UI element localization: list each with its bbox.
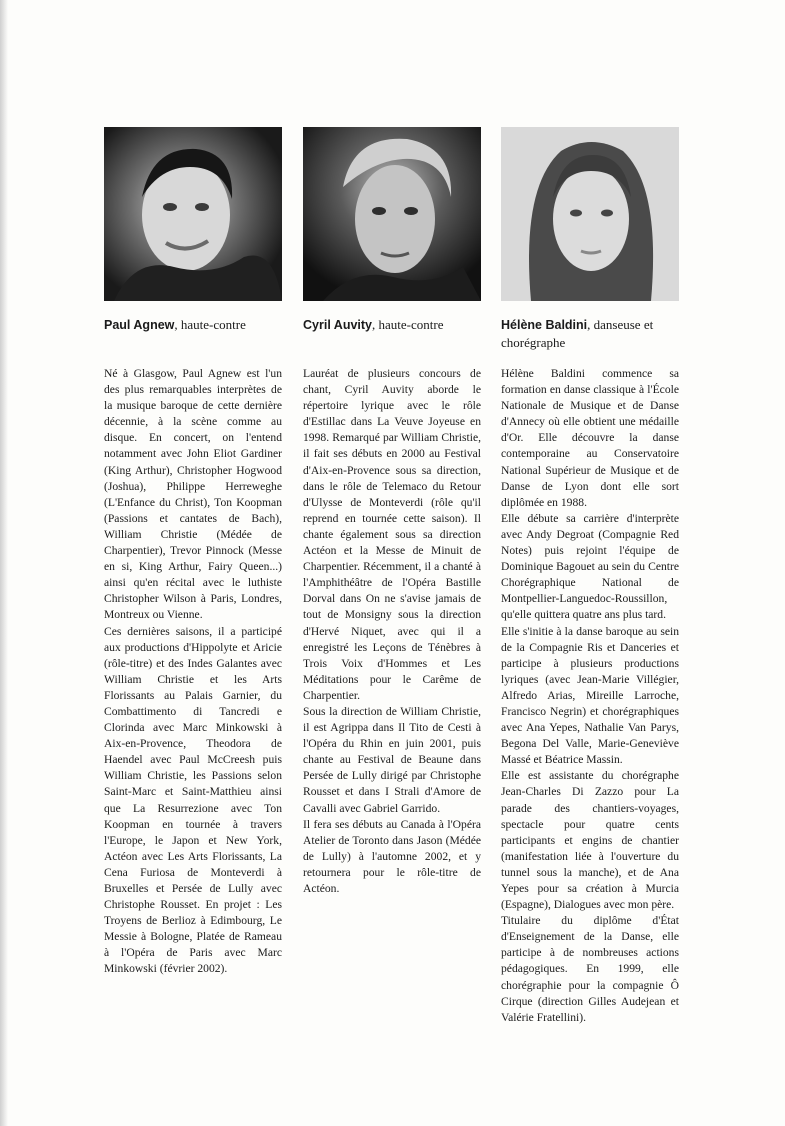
profile-name: Cyril Auvity [303,318,373,332]
scan-edge [0,0,8,1126]
bio-paragraph: Né à Glasgow, Paul Agnew est l'un des plus remarquables interprètes de la musique baroque de cette dernière décennie, à la scène comme au disque. En concert, on l'entend notamment avec John Eliot Gardiner (King Arthur), Christopher Hogwood (Joshua), Philippe Herreweghe (L'Enfance du Christ), Ton Koopman (Passions et cantates de Bach), William Christie (Médée de Charpentier), Trevor Pinnock (Messe en si, King Arthur, Fairy Queen...) ainsi qu'en récital avec le luthiste Christopher Wilson à Paris, Londres, Montreux ou Vienne. [104,367,282,622]
bio-paragraph: Il fera ses débuts au Canada à l'Opéra Atelier de Toronto dans Jason (Médée de Lully) à l'automne 2002, et y retournera pour le rôle-titre de Actéon. [303,817,481,895]
profile-name-line [303,316,481,334]
portrait-photo-paul-agnew [104,127,282,301]
profile-name: Paul Agnew [104,318,175,332]
profile-name-line [501,316,679,351]
portrait-photo-helene-baldini [501,127,679,301]
profile-role: , danseuse et chorégraphe [501,317,654,350]
bio-paragraph: Elle débute sa carrière d'interprète avec Andy Degroat (Compagnie Red Notes) puis rejoint l'équipe de Dominique Bagouet au sein du Centre Chorégraphique National de Montpellier-Languedoc-Roussillon, qu'elle quittera quatre ans plus tard. [501,511,679,622]
portrait-photo-icon [303,127,481,301]
profile-role: , haute-contre [174,317,246,332]
profile-bio [303,366,481,897]
bio-paragraph: Hélène Baldini commence sa formation en danse classique à l'École Nationale de Musique et de Danse d'Annecy où elle obtient une médaille d'Or. Elle découvre la danse contemporaine au Conservatoire National Supérieur de Musique et de Danse de Lyon dont elle sort diplômée en 1988. [501,367,679,509]
portrait-photo-cyril-auvity [303,127,481,301]
portrait-photo-icon [501,127,679,301]
portrait-photo-icon [104,127,282,301]
profile-paul-agnew [104,127,282,976]
bio-paragraph: Titulaire du diplôme d'État d'Enseignement de la Danse, elle participe à de nombreuses actions pédagogiques. En 1999, elle chorégraphie pour la compagnie Ô Cirque (direction Gilles Audejean et Valérie Fratellini). [501,914,679,1024]
profile-bio [501,366,679,1026]
profile-name: Hélène Baldini [501,318,588,332]
bio-paragraph: Elle s'initie à la danse baroque au sein de la Compagnie Ris et Danceries et participe à plusieurs productions lyriques (avec Jean-Marie Villégier, Alfredo Arias, Mireille Larroche, Francisco Negrin) et chorégraphiques avec Ana Yepes, Nathalie Van Parys, Begona Del Valle, Marie-Geneviève Massé et Béatrice Massin. [501,624,679,767]
bio-paragraph: Ces dernières saisons, il a participé aux productions d'Hippolyte et Aricie (rôle-titre) et des Indes Galantes avec William Christie et les Arts Florissants au Palais Garnier, du Combattimento di Tancredi e Clorinda avec Marc Minkowski à Aix-en-Provence, Theodora de Haendel avec Paul McCreesh puis William Christie, les Passions selon Saint-Marc et Saint-Matthieu ainsi que La Resurrezione avec Ton Koopman en tournée à travers l'Europe, le Japon et New York, Actéon avec Les Arts Florissants, La Cena Furiosa de Monteverdi à Bruxelles et Persée de Lully avec Christophe Rousset. En projet : Les Troyens de Berlioz à Edimbourg, Le Messie à Bologne, Platée de Rameau à l'Opéra de Paris avec Marc Minkowski (février 2002). [104,624,282,976]
profile-role: , haute-contre [372,317,444,332]
bio-paragraph: Sous la direction de William Christie, il est Agrippa dans Il Tito de Cesti à l'Opéra du Rhin en juin 2001, puis chante au Festival de Beaune dans Persée de Lully dirigé par Christophe Rousset et dans I Strali d'Amore de Cavalli avec Gabriel Garrido. [303,704,481,815]
profile-name-line [104,316,282,334]
bio-paragraph: Elle est assistante du chorégraphe Jean-Charles Di Zazzo pour La parade des chantiers-voyages, spectacle pour quatre cents participants et engins de chantier (manifestation liée à l'ouverture du tunnel sous la manche), et de Ana Yepes pour sa création à Murcia (Espagne), Dialogues avec mon père. [501,769,679,912]
profile-helene-baldini [501,127,679,1024]
bio-paragraph: Lauréat de plusieurs concours de chant, Cyril Auvity aborde le répertoire lyrique avec le rôle d'Estillac dans La Veuve Joyeuse en 1998. Remarqué par William Christie, il fait ses débuts en 2000 au Festival d'Aix-en-Provence sous sa direction, dans le rôle de Telemaco du Retour d'Ulysse de Monteverdi (rôle qu'il reprend en tournée cette saison). Il chante également sous sa direction Actéon et la Messe de Minuit de Charpentier. Récemment, il a chanté à l'Amphithéâtre de l'Opéra Bastille Dorval dans On ne s'avise jamais de tout de Monsigny sous la direction d'Hervé Niquet, avec qui il a enregistré les Leçons de Ténèbres à Trois Voix d'Hommes et Les Méditations pour le Carême de Charpentier. [303,367,481,702]
profile-bio [104,366,282,978]
profile-cyril-auvity [303,127,481,895]
